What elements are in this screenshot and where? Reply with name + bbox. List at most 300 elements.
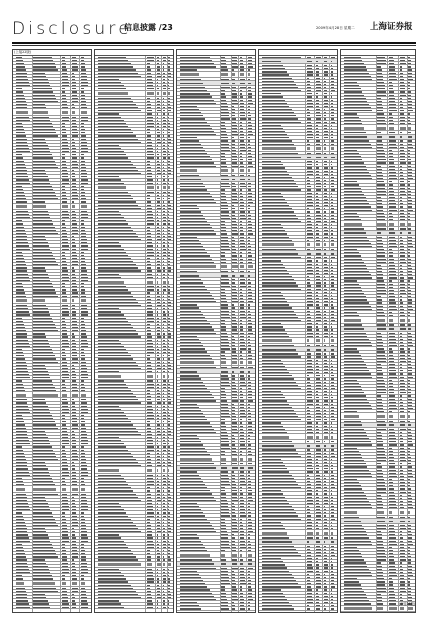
table-cell-text bbox=[180, 189, 207, 190]
table-cell-text bbox=[316, 74, 319, 75]
table-cell-text bbox=[240, 131, 243, 132]
table-cell-text bbox=[98, 387, 128, 388]
table-cell-text bbox=[248, 237, 250, 238]
table-cell-text bbox=[232, 100, 237, 101]
table-cell-text bbox=[344, 377, 372, 378]
table-cell-text bbox=[98, 195, 131, 196]
table-cell-text bbox=[344, 466, 367, 467]
table-cell-text bbox=[147, 390, 150, 391]
table-cell-text bbox=[81, 79, 88, 80]
table-cell-text bbox=[316, 541, 320, 543]
table-cell-text bbox=[389, 57, 393, 58]
table-cell-text bbox=[180, 87, 205, 88]
table-cell-text bbox=[262, 490, 280, 491]
table-cell-text bbox=[147, 142, 151, 143]
table-cell-text bbox=[400, 501, 403, 502]
table-cell-text bbox=[377, 315, 384, 316]
table-cell-text bbox=[98, 110, 141, 111]
table-cell-text bbox=[98, 139, 138, 140]
table-cell-text bbox=[400, 525, 406, 526]
table-cell-text bbox=[232, 361, 237, 364]
table-cell-text bbox=[62, 459, 66, 460]
table-cell-text bbox=[316, 509, 320, 510]
table-cell-text bbox=[147, 402, 151, 403]
table-cell-text bbox=[316, 478, 320, 479]
table-cell-text bbox=[248, 554, 252, 557]
table-cell-text bbox=[180, 503, 197, 504]
table-cell-text bbox=[180, 528, 214, 529]
table-cell-text bbox=[324, 497, 328, 498]
table-cell-text bbox=[331, 233, 333, 234]
table-cell-text bbox=[344, 550, 359, 551]
table-cell-text bbox=[180, 221, 207, 222]
table-cell-text bbox=[408, 373, 412, 374]
table-cell-text bbox=[232, 162, 237, 163]
table-cell-text bbox=[400, 232, 402, 234]
table-cell-text bbox=[389, 367, 395, 368]
table-cell-text bbox=[180, 292, 209, 293]
table-cell-text bbox=[72, 321, 77, 322]
table-cell-text bbox=[62, 446, 65, 447]
table-cell-text bbox=[98, 179, 121, 180]
table-cell-text bbox=[62, 500, 67, 501]
table-cell-text bbox=[33, 402, 46, 403]
table-cell-text bbox=[307, 419, 311, 420]
table-cell-text bbox=[377, 495, 381, 496]
table-cell-text bbox=[16, 333, 26, 334]
table-cell-text bbox=[147, 591, 151, 592]
table-cell-text bbox=[163, 603, 165, 604]
table-cell-text bbox=[316, 475, 320, 476]
table-cell-text bbox=[389, 82, 392, 83]
table-cell-text bbox=[331, 378, 334, 379]
table-cell-text bbox=[163, 151, 166, 152]
table-cell-text bbox=[180, 378, 201, 379]
table-cell-text bbox=[98, 321, 128, 322]
table-cell-text bbox=[98, 437, 119, 438]
table-cell-text bbox=[232, 554, 236, 557]
table-cell-text bbox=[33, 412, 50, 413]
table-cell-text bbox=[389, 95, 394, 96]
table-cell-text bbox=[168, 126, 169, 127]
table-cell-text bbox=[324, 475, 326, 476]
table-cell-text bbox=[331, 465, 333, 466]
table-cell-text bbox=[307, 512, 311, 513]
table-cell-text bbox=[98, 186, 126, 189]
table-cell-text bbox=[377, 184, 384, 185]
table-cell-text bbox=[377, 383, 384, 384]
table-cell-text bbox=[389, 531, 395, 532]
table-cell-text bbox=[400, 132, 402, 133]
table-cell-text bbox=[168, 387, 169, 388]
table-cell-text bbox=[331, 574, 334, 575]
table-cell-text bbox=[331, 432, 333, 433]
table-cell-text bbox=[307, 125, 312, 126]
table-cell-text bbox=[262, 211, 294, 212]
table-cell-text bbox=[232, 410, 235, 411]
table-cell-text bbox=[16, 330, 26, 331]
table-cell-text bbox=[16, 434, 27, 435]
table-cell-text bbox=[81, 280, 89, 281]
table-cell-text bbox=[377, 299, 381, 300]
table-cell-text bbox=[377, 336, 381, 337]
table-cell-text bbox=[408, 223, 410, 226]
table-cell-text bbox=[221, 515, 229, 516]
table-cell-text bbox=[262, 549, 296, 550]
table-cell-text bbox=[324, 589, 327, 590]
table-cell-text bbox=[377, 504, 383, 505]
table-cell-text bbox=[81, 283, 84, 284]
table-cell-text bbox=[72, 107, 75, 108]
table-cell-text bbox=[163, 249, 166, 250]
table-cell-text bbox=[400, 429, 406, 430]
table-cell-text bbox=[408, 531, 411, 532]
table-cell-text bbox=[221, 237, 227, 238]
table-cell-text bbox=[324, 366, 328, 367]
table-cell-text bbox=[81, 516, 84, 517]
table-cell-text bbox=[221, 275, 228, 277]
table-cell-text bbox=[180, 112, 201, 113]
table-cell-text bbox=[377, 213, 384, 214]
table-cell-text bbox=[81, 437, 88, 438]
table-cell-text bbox=[33, 280, 50, 281]
table-cell-text bbox=[316, 561, 318, 562]
table-cell-text bbox=[400, 333, 402, 334]
table-cell-text bbox=[33, 129, 54, 130]
table-cell-text bbox=[62, 402, 67, 403]
table-cell-text bbox=[62, 305, 67, 306]
table-cell-text bbox=[33, 63, 54, 64]
table-cell-text bbox=[324, 436, 329, 439]
table-cell-text bbox=[324, 599, 328, 600]
table-cell-text bbox=[400, 223, 406, 226]
table-cell-text bbox=[324, 140, 326, 141]
table-cell-text bbox=[168, 321, 169, 322]
table-cell-text bbox=[377, 98, 381, 99]
table-cell-text bbox=[240, 467, 243, 469]
table-cell-text bbox=[62, 311, 68, 312]
table-cell-text bbox=[400, 136, 403, 138]
table-cell-text bbox=[316, 215, 321, 216]
table-cell-text bbox=[324, 567, 328, 568]
table-cell-text bbox=[62, 145, 68, 146]
table-cell-text bbox=[221, 422, 225, 423]
table-cell-text bbox=[248, 134, 253, 135]
table-cell-text bbox=[147, 170, 151, 171]
table-cell-text bbox=[400, 309, 404, 310]
table-cell-text bbox=[262, 481, 296, 482]
table-cell-text bbox=[147, 98, 150, 99]
table-cell-text bbox=[168, 355, 170, 356]
table-cell-text bbox=[221, 426, 225, 427]
table-cell-text bbox=[389, 249, 392, 250]
table-cell-text bbox=[98, 525, 136, 526]
table-cell-text bbox=[240, 307, 244, 308]
table-cell-text bbox=[316, 360, 318, 361]
table-cell-text bbox=[240, 490, 242, 491]
table-cell-text bbox=[33, 428, 57, 429]
table-cell-text bbox=[324, 134, 328, 135]
table-cell-text bbox=[81, 402, 87, 403]
table-cell-text bbox=[344, 85, 359, 86]
table-cell-text bbox=[62, 394, 66, 397]
table-cell-text bbox=[316, 453, 321, 454]
table-cell-text bbox=[157, 497, 161, 498]
table-cell-text bbox=[16, 233, 26, 234]
table-cell-text bbox=[147, 437, 152, 438]
table-cell-text bbox=[344, 408, 372, 409]
table-cell-text bbox=[81, 120, 89, 121]
table-row bbox=[95, 606, 173, 609]
table-cell-text bbox=[316, 125, 318, 126]
table-cell-text bbox=[157, 60, 159, 61]
table-cell-text bbox=[147, 494, 151, 495]
table-cell-text bbox=[232, 528, 237, 529]
table-cell-text bbox=[377, 507, 383, 508]
table-cell-text bbox=[62, 553, 66, 554]
table-cell-text bbox=[307, 336, 314, 337]
table-cell-text bbox=[262, 503, 289, 504]
table-cell-text bbox=[33, 541, 50, 542]
table-cell-text bbox=[168, 264, 170, 265]
table-cell-text bbox=[98, 456, 133, 457]
table-cell-text bbox=[16, 591, 26, 592]
table-cell-text bbox=[221, 100, 226, 101]
table-cell-text bbox=[221, 221, 224, 222]
table-cell-text bbox=[163, 318, 166, 319]
table-cell-text bbox=[147, 607, 153, 608]
table-cell-text bbox=[72, 418, 77, 419]
table-cell-text bbox=[408, 364, 411, 365]
table-cell-text bbox=[98, 346, 123, 347]
table-cell-text bbox=[157, 384, 159, 385]
table-cell-text bbox=[240, 410, 245, 411]
table-cell-text bbox=[33, 274, 47, 275]
table-cell-text bbox=[72, 553, 78, 554]
table-cell-text bbox=[221, 189, 224, 190]
table-cell-text bbox=[408, 377, 412, 378]
table-cell-text bbox=[240, 471, 244, 472]
table-cell-text bbox=[331, 356, 335, 357]
table-cell-text bbox=[307, 90, 311, 91]
table-cell-text bbox=[248, 323, 252, 324]
table-cell-text bbox=[221, 382, 229, 383]
table-cell-text bbox=[248, 577, 250, 578]
table-cell-text bbox=[81, 387, 85, 388]
table-cell-text bbox=[81, 135, 86, 136]
table-cell-text bbox=[221, 351, 224, 352]
table-cell-text bbox=[232, 525, 237, 526]
table-cell-text bbox=[400, 188, 406, 189]
table-cell-text bbox=[232, 481, 235, 482]
table-cell-text bbox=[344, 101, 367, 102]
table-cell-text bbox=[240, 397, 243, 398]
table-cell-text bbox=[240, 115, 245, 116]
table-cell-text bbox=[324, 605, 326, 606]
table-cell-text bbox=[180, 140, 199, 141]
table-cell-text bbox=[16, 299, 26, 302]
table-cell-text bbox=[81, 318, 84, 319]
table-cell-text bbox=[232, 438, 234, 439]
table-cell-text bbox=[81, 415, 84, 416]
table-cell-text bbox=[163, 399, 165, 400]
table-cell-text bbox=[400, 451, 405, 452]
table-cell-text bbox=[389, 76, 396, 77]
table-cell-text bbox=[400, 287, 406, 288]
table-cell-text bbox=[232, 96, 237, 97]
table-cell-text bbox=[72, 198, 79, 199]
table-cell-text bbox=[81, 450, 84, 451]
table-cell-text bbox=[72, 230, 78, 231]
table-cell-text bbox=[316, 65, 318, 66]
table-cell-text bbox=[316, 407, 320, 408]
table-cell-text bbox=[16, 255, 23, 256]
table-cell-text bbox=[147, 305, 151, 306]
table-cell-text bbox=[344, 444, 372, 445]
table-cell-text bbox=[147, 412, 153, 413]
table-cell-text bbox=[248, 60, 252, 61]
table-cell-text bbox=[240, 237, 244, 238]
table-cell-text bbox=[248, 230, 252, 231]
table-cell-text bbox=[307, 157, 311, 159]
table-cell-text bbox=[400, 156, 406, 157]
table-cell-text bbox=[221, 339, 228, 340]
table-cell-text bbox=[408, 287, 410, 288]
table-cell-text bbox=[33, 528, 44, 529]
table-cell-text bbox=[408, 309, 412, 310]
table-cell-text bbox=[168, 421, 170, 422]
table-cell-text bbox=[316, 171, 319, 172]
table-cell-text bbox=[400, 274, 404, 275]
table-cell-text bbox=[240, 342, 245, 343]
table-cell-text bbox=[316, 193, 318, 194]
table-cell-text bbox=[248, 153, 251, 154]
table-cell-text bbox=[331, 240, 334, 241]
table-cell-text bbox=[400, 210, 404, 211]
table-cell-text bbox=[248, 289, 251, 290]
table-cell-text bbox=[98, 214, 121, 215]
table-cell-text bbox=[157, 63, 160, 64]
table-cell-text bbox=[331, 391, 332, 392]
table-cell-text bbox=[157, 358, 160, 359]
table-cell-text bbox=[232, 87, 235, 88]
table-cell-text bbox=[33, 531, 46, 532]
table-cell-text bbox=[98, 289, 128, 290]
table-cell-text bbox=[316, 253, 321, 255]
table-cell-text bbox=[377, 216, 384, 217]
table-cell-text bbox=[262, 353, 298, 354]
table-cell-text bbox=[400, 98, 402, 99]
table-cell-text bbox=[62, 148, 68, 149]
table-cell-text bbox=[168, 205, 170, 206]
table-cell-text bbox=[81, 289, 85, 290]
table-cell-text bbox=[408, 460, 411, 461]
table-cell-text bbox=[324, 528, 328, 529]
table-cell-text bbox=[344, 463, 366, 464]
table-cell-text bbox=[163, 239, 165, 240]
table-cell-text bbox=[408, 361, 411, 362]
table-cell-text bbox=[98, 129, 131, 130]
table-cell-text bbox=[324, 311, 326, 312]
table-cell-text bbox=[221, 199, 226, 200]
table-cell-text bbox=[157, 475, 159, 476]
table-cell-text bbox=[98, 446, 126, 447]
table-cell-text bbox=[147, 362, 151, 363]
table-cell-text bbox=[16, 258, 24, 259]
table-cell-text bbox=[377, 57, 385, 58]
table-cell-text bbox=[307, 577, 310, 578]
table-cell-text bbox=[377, 197, 381, 198]
table-cell-text bbox=[331, 202, 333, 203]
table-cell-text bbox=[180, 63, 214, 64]
table-cell-text bbox=[16, 428, 26, 429]
table-cell-text bbox=[377, 110, 383, 111]
table-cell-text bbox=[400, 534, 403, 535]
table-cell-text bbox=[62, 572, 69, 573]
table-cell-text bbox=[248, 183, 251, 184]
table-cell-text bbox=[389, 194, 394, 195]
table-cell-text bbox=[157, 302, 161, 303]
table-cell-text bbox=[324, 397, 328, 398]
table-cell-text bbox=[33, 211, 47, 212]
table-cell-text bbox=[163, 462, 165, 463]
table-cell-text bbox=[408, 438, 412, 439]
table-cell-text bbox=[400, 69, 403, 70]
table-cell-text bbox=[331, 397, 333, 398]
table-cell-text bbox=[389, 336, 395, 337]
table-cell-text bbox=[168, 258, 170, 259]
table-cell-text bbox=[344, 144, 371, 145]
table-cell-text bbox=[147, 173, 151, 174]
table-cell-text bbox=[316, 465, 319, 466]
table-cell-text bbox=[221, 413, 229, 414]
table-cell-text bbox=[262, 558, 280, 559]
table-cell-text bbox=[62, 324, 66, 325]
table-cell-text bbox=[163, 541, 166, 542]
table-cell-text bbox=[62, 129, 66, 130]
table-cell-text bbox=[72, 453, 78, 454]
table-cell-text bbox=[180, 454, 209, 455]
table-cell-text bbox=[221, 317, 229, 318]
table-cell-text bbox=[72, 76, 75, 77]
table-cell-text bbox=[262, 436, 289, 439]
table-cell-text bbox=[307, 459, 312, 460]
table-cell-text bbox=[168, 63, 170, 64]
table-cell-text bbox=[98, 487, 131, 488]
table-cell-text bbox=[33, 384, 53, 385]
table-cell-text bbox=[33, 189, 53, 190]
table-cell-text bbox=[240, 426, 243, 427]
table-cell-text bbox=[157, 223, 159, 224]
table-cell-text bbox=[157, 421, 160, 422]
table-cell-text bbox=[389, 411, 392, 412]
table-cell-text bbox=[408, 91, 410, 92]
table-cell-text bbox=[389, 228, 394, 229]
table-cell-text bbox=[81, 223, 84, 224]
table-cell-text bbox=[72, 305, 75, 306]
table-cell-text bbox=[377, 517, 384, 518]
table-cell-text bbox=[72, 148, 76, 149]
table-cell-text bbox=[157, 258, 160, 259]
table-cell-text bbox=[157, 390, 160, 391]
table-cell-text bbox=[232, 323, 236, 324]
table-cell-text bbox=[221, 605, 228, 606]
table-cell-text bbox=[240, 314, 245, 315]
table-cell-text bbox=[81, 176, 88, 177]
table-cell-text bbox=[232, 577, 235, 578]
table-cell-text bbox=[324, 593, 328, 594]
table-cell-text bbox=[307, 78, 310, 79]
